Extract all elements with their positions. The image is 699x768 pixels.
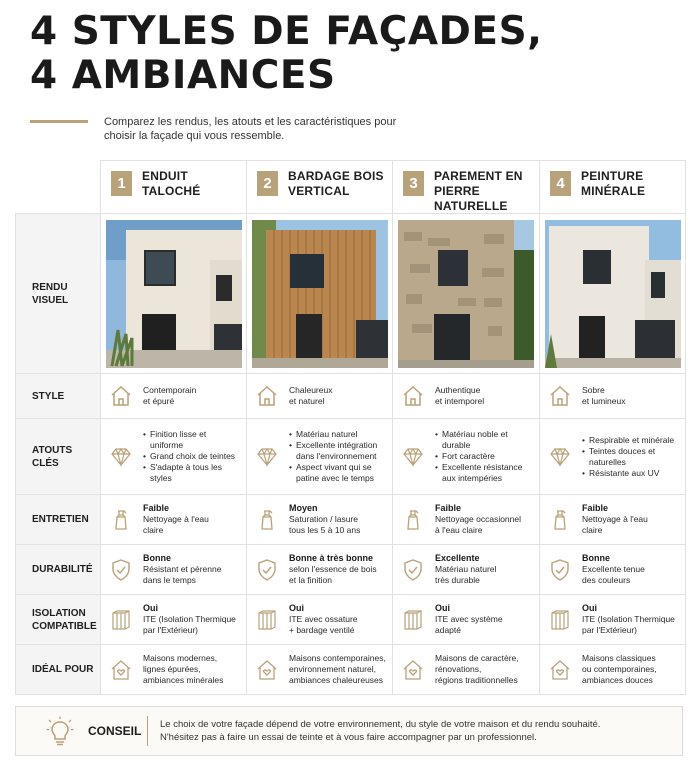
isolation-level: Oui [582, 603, 597, 613]
style-text: Sobre et lumineux [582, 385, 626, 406]
style-cell-3 [393, 374, 540, 419]
style-text: Contemporain et épuré [143, 385, 197, 406]
row-label-rendu: RENDU VISUEL [16, 214, 101, 374]
isolation-level: Oui [143, 603, 158, 613]
ideal-cell-3 [393, 645, 540, 695]
durabilite-level: Bonne [582, 553, 610, 563]
style-cell-1 [101, 374, 247, 419]
isolation-text: ITE avec ossature + bardage ventilé [289, 614, 358, 635]
durabilite-level: Excellente [435, 553, 480, 563]
render-cell-1 [101, 214, 247, 374]
row-label-entretien: ENTRETIEN [16, 495, 101, 545]
column-header-1 [101, 161, 247, 214]
atout-item: • S'adapte à tous les styles [143, 462, 240, 484]
row-rendu [16, 214, 686, 374]
corner-cell [16, 161, 101, 214]
tip-box [15, 706, 683, 756]
atout-item: • Résistante aux UV [582, 468, 679, 479]
ideal-text: Maisons de caractère, rénovations, régions traditionnelles [435, 653, 519, 685]
row-entretien [16, 495, 686, 545]
house-icon [548, 384, 572, 408]
durabilite-text: Matériau naturel très durable [435, 564, 497, 585]
column-header-3 [393, 161, 540, 214]
row-isolation [16, 595, 686, 645]
isolation-level: Oui [435, 603, 450, 613]
atout-item: • Teintes douces et naturelles [582, 446, 679, 468]
house-heart-icon [401, 658, 425, 682]
spray-bottle-icon [548, 508, 572, 532]
style-text: Authentique et intemporel [435, 385, 485, 406]
ideal-cell-2 [247, 645, 393, 695]
render-cell-4 [540, 214, 686, 374]
insulation-panel-icon [255, 608, 279, 632]
column-header-2 [247, 161, 393, 214]
entretien-text: Nettoyage à l'eau claire [582, 514, 648, 535]
column-number-badge: 3 [403, 171, 424, 196]
atout-item: • Excellente résistance aux intempéries [435, 462, 533, 484]
row-label-durabilite: DURABILITÉ [16, 545, 101, 595]
atouts-cell-3 [393, 419, 540, 495]
entretien-level: Moyen [289, 503, 318, 513]
entretien-cell-1 [101, 495, 247, 545]
entretien-cell-4 [540, 495, 686, 545]
entretien-level: Faible [435, 503, 462, 513]
ideal-cell-4 [540, 645, 686, 695]
durabilite-text: Excellente tenue des couleurs [582, 564, 645, 585]
isolation-level: Oui [289, 603, 304, 613]
entretien-text: Saturation / lasure tous les 5 à 10 ans [289, 514, 361, 535]
spray-bottle-icon [255, 508, 279, 532]
style-cell-2 [247, 374, 393, 419]
spray-bottle-icon [109, 508, 133, 532]
column-number-badge: 1 [111, 171, 132, 196]
diamond-icon [255, 445, 279, 469]
ideal-cell-1 [101, 645, 247, 695]
spray-bottle-icon [401, 508, 425, 532]
isolation-cell-3 [393, 595, 540, 645]
tip-divider [147, 716, 148, 746]
facade-render-enduit [106, 220, 242, 368]
isolation-text: ITE (Isolation Thermique par l'Extérieur) [582, 614, 675, 635]
tip-label: CONSEIL [88, 724, 142, 738]
shield-check-icon [255, 558, 279, 582]
entretien-text: Nettoyage occasionnel à l'eau claire [435, 514, 522, 535]
facade-render-bardage [252, 220, 388, 368]
facade-render-peinture [545, 220, 681, 368]
shield-check-icon [109, 558, 133, 582]
style-text: Chaleureux et naturel [289, 385, 333, 406]
isolation-cell-1 [101, 595, 247, 645]
tip-text: Le choix de votre façade dépend de votre environnement, du style de votre maison et du rendu souhaité. N'hésitez pas à faire un essai de teinte et à vous faire accompagner par un professionnel. [160, 719, 601, 743]
atout-item: • Matériau noble et durable [435, 429, 533, 451]
shield-check-icon [401, 558, 425, 582]
render-cell-2 [247, 214, 393, 374]
insulation-panel-icon [548, 608, 572, 632]
entretien-cell-3 [393, 495, 540, 545]
row-label-atouts: ATOUTS CLÉS [16, 419, 101, 495]
facade-render-pierre [398, 220, 534, 368]
durabilite-cell-2 [247, 545, 393, 595]
entretien-level: Faible [582, 503, 609, 513]
render-cell-3 [393, 214, 540, 374]
atouts-list [582, 435, 679, 479]
isolation-text: ITE avec système adapté [435, 614, 503, 635]
ideal-text: Maisons modernes, lignes épurées, ambiances minérales [143, 653, 224, 685]
subtitle: Comparez les rendus, les atouts et les caractéristiques pour choisir la façade qui vous ressemble. [104, 116, 397, 142]
house-icon [109, 384, 133, 408]
house-heart-icon [255, 658, 279, 682]
header-row [16, 161, 686, 214]
column-name: PAREMENT EN PIERRE NATURELLE [434, 169, 523, 213]
atout-item: • Grand choix de teintes [143, 451, 240, 462]
atouts-cell-4 [540, 419, 686, 495]
durabilite-text: selon l'essence de bois et la finition [289, 564, 377, 585]
atout-item: • Excellente intégration dans l'environnement [289, 440, 386, 462]
diamond-icon [548, 445, 572, 469]
atout-item: • Matériau naturel [289, 429, 386, 440]
atouts-cell-2 [247, 419, 393, 495]
insulation-panel-icon [109, 608, 133, 632]
house-icon [401, 384, 425, 408]
isolation-cell-2 [247, 595, 393, 645]
house-heart-icon [548, 658, 572, 682]
ideal-text: Maisons classiques ou contemporaines, ambiances douces [582, 653, 657, 685]
insulation-panel-icon [401, 608, 425, 632]
page-title [30, 10, 542, 98]
atout-item: • Respirable et minérale [582, 435, 679, 446]
atouts-list [143, 429, 240, 484]
row-atouts [16, 419, 686, 495]
comparison-table [15, 160, 686, 695]
durabilite-cell-4 [540, 545, 686, 595]
ideal-text: Maisons contemporaines, environnement naturel, ambiances chaleureuses [289, 653, 386, 685]
style-cell-4 [540, 374, 686, 419]
lightbulb-icon [46, 716, 74, 746]
atout-item: • Finition lisse et uniforme [143, 429, 240, 451]
column-number-badge: 4 [550, 171, 571, 196]
isolation-text: ITE (Isolation Thermique par l'Extérieur) [143, 614, 236, 635]
column-name: PEINTURE MINÉRALE [581, 169, 646, 198]
entretien-text: Nettoyage à l'eau claire [143, 514, 209, 535]
column-number-badge: 2 [257, 171, 278, 196]
durabilite-text: Résistant et pérenne dans le temps [143, 564, 222, 585]
durabilite-cell-3 [393, 545, 540, 595]
diamond-icon [109, 445, 133, 469]
shield-check-icon [548, 558, 572, 582]
row-label-style: STYLE [16, 374, 101, 419]
row-style [16, 374, 686, 419]
house-icon [255, 384, 279, 408]
atouts-cell-1 [101, 419, 247, 495]
atouts-list [435, 429, 533, 484]
entretien-level: Faible [143, 503, 170, 513]
title-line-2: 4 AMBIANCES [30, 53, 336, 98]
row-label-isolation: ISOLATION COMPATIBLE [16, 595, 101, 645]
isolation-cell-4 [540, 595, 686, 645]
column-name: ENDUIT TALOCHÉ [142, 169, 201, 198]
column-header-4 [540, 161, 686, 214]
atout-item: • Aspect vivant qui se patine avec le temps [289, 462, 386, 484]
entretien-cell-2 [247, 495, 393, 545]
house-heart-icon [109, 658, 133, 682]
durabilite-cell-1 [101, 545, 247, 595]
row-ideal [16, 645, 686, 695]
column-name: BARDAGE BOIS VERTICAL [288, 169, 384, 198]
row-durabilite [16, 545, 686, 595]
diamond-icon [401, 445, 425, 469]
atout-item: • Fort caractère [435, 451, 533, 462]
durabilite-level: Bonne à très bonne [289, 553, 374, 563]
title-line-1: 4 STYLES DE FAÇADES, [30, 9, 543, 54]
atouts-list [289, 429, 386, 484]
row-label-ideal: IDÉAL POUR [16, 645, 101, 695]
durabilite-level: Bonne [143, 553, 171, 563]
accent-rule [30, 120, 88, 123]
